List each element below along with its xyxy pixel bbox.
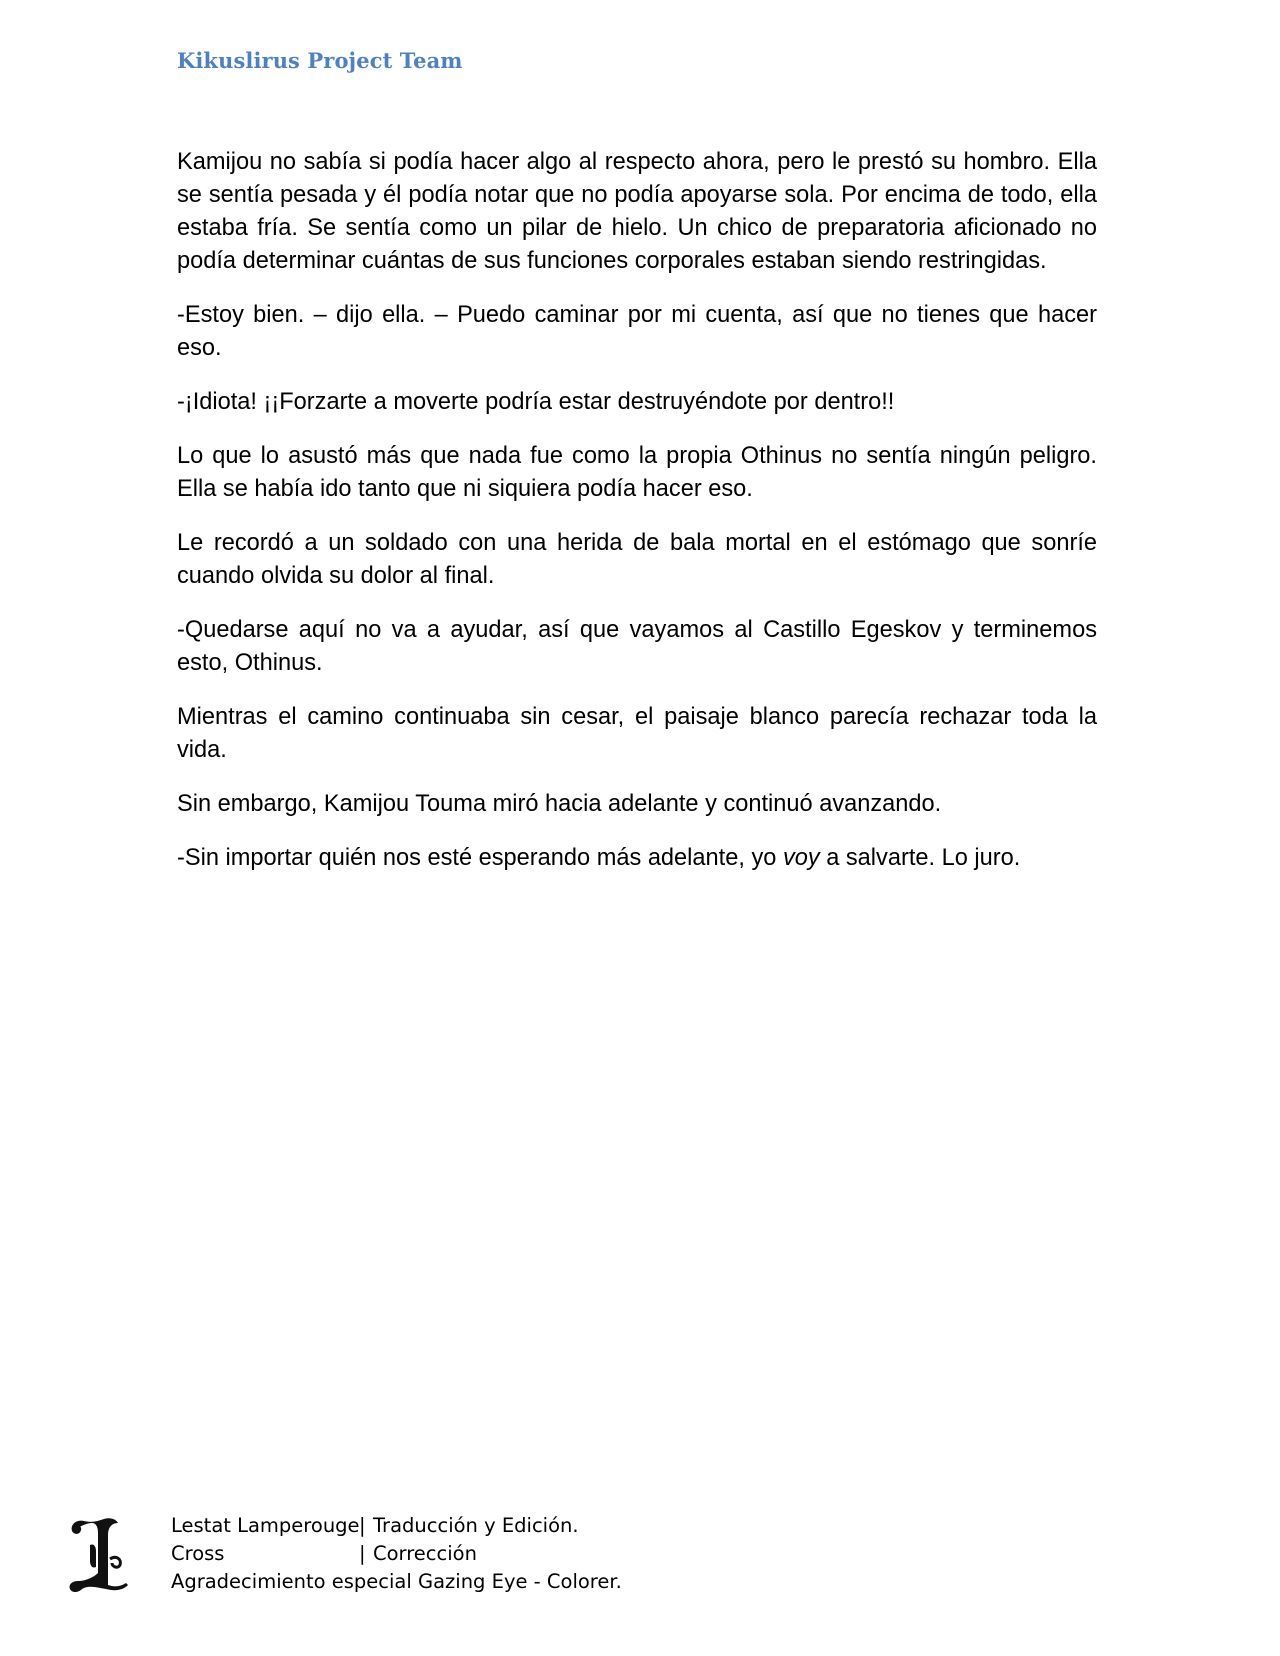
credit-role: Corrección	[373, 1542, 477, 1565]
paragraph-text: a salvarte. Lo juro.	[819, 845, 1021, 871]
paragraph: Kamijou no sabía si podía hacer algo al respecto ahora, pero le prestó su hombro. Ella se sentía pesada y él podía notar que no podía apoyarse sola. Por encima de todo, ella estaba fría. Se sentía como un pilar de hielo. Un chico de preparatoria aficionado no podía determinar cuántas de sus funciones corporales estaban siendo restringidas.	[177, 149, 1097, 274]
footer-credits	[171, 1512, 622, 1596]
paragraph: Le recordó a un soldado con una herida de bala mortal en el estómago que sonríe cuando olvida su dolor al final.	[177, 530, 1097, 589]
paragraph: -Estoy bien. – dijo ella. – Puedo caminar por mi cuenta, así que no tienes que hacer eso.	[177, 302, 1097, 361]
credit-separator: |	[359, 1514, 366, 1537]
paragraph: Lo que lo asustó más que nada fue como la propia Othinus no sentía ningún peligro. Ella se había ido tanto que ni siquiera podía hacer eso.	[177, 443, 1097, 502]
credit-row	[171, 1512, 622, 1540]
paragraph: Sin embargo, Kamijou Touma miró hacia adelante y continuó avanzando.	[177, 791, 942, 817]
credit-row	[171, 1540, 622, 1568]
paragraph: -¡Idiota! ¡¡Forzarte a moverte podría estar destruyéndote por dentro!!	[177, 389, 895, 415]
page-header-title: Kikuslirus Project Team	[177, 48, 463, 73]
body-text	[177, 146, 1097, 896]
paragraph: -Quedarse aquí no va a ayudar, así que vayamos al Castillo Egeskov y terminemos esto, Othinus.	[177, 617, 1097, 676]
emphasis-text: voy	[782, 845, 820, 871]
paragraph: Mientras el camino continuaba sin cesar, el paisaje blanco parecía rechazar toda la vida.	[177, 704, 1097, 763]
paragraph-text: -Sin importar quién nos esté esperando más adelante, yo	[177, 845, 783, 871]
credit-separator: |	[359, 1542, 366, 1565]
credit-role: Traducción y Edición.	[373, 1514, 579, 1537]
credit-row	[171, 1568, 622, 1596]
credit-name: Lestat Lamperouge	[171, 1514, 360, 1537]
gothic-letter-l-icon	[66, 1515, 130, 1595]
credit-name: Cross	[171, 1542, 225, 1565]
paragraph	[177, 842, 1097, 875]
special-thanks: Agradecimiento especial Gazing Eye - Colorer.	[171, 1570, 622, 1593]
